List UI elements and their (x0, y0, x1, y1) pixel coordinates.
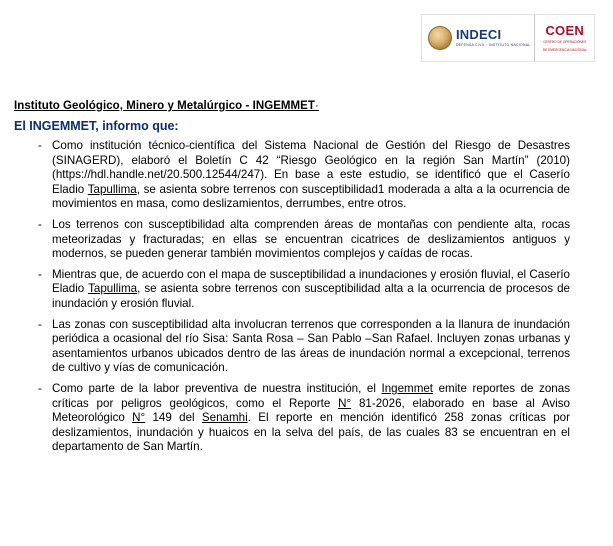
paragraph-text: . El reporte en mención identificó 258 zonas críticas por deslizamientos, inundación y huaicos en la selva del país, de las cuales 83 se encuentran en el departamento de San Martín. (52, 411, 570, 454)
coen-subtitle-line2: DE EMERGENCIA NACIONAL (542, 47, 587, 52)
organization-heading (14, 100, 570, 112)
paragraph-text: Como parte de la labor preventiva de nuestra institución, el (52, 381, 382, 395)
indeci-subtitle: DEFENSA CIVIL · INSTITUTO NACIONAL (456, 43, 531, 48)
list-item (14, 318, 570, 376)
paragraph-text: , se asienta sobre terrenos con susceptibilidad1 moderada a alta a la ocurrencia de movimientos en masa, como deslizamientos, derrumbes, entre otros. (52, 182, 570, 211)
list-item (14, 218, 570, 262)
list-item (14, 139, 570, 212)
emphasized-term: Senamhi (201, 411, 248, 425)
paragraph-text: 149 del (145, 411, 202, 425)
organization-heading-text: Instituto Geológico, Minero y Metalúrgico - INGEMMET (14, 100, 315, 112)
coen-subtitle-line1: CENTRO DE OPERACIONES (543, 40, 587, 45)
paragraph-text: 81-2026, elaborado en base al Aviso Meteorológico (52, 396, 570, 425)
indeci-logo-text (456, 28, 530, 47)
national-seal-icon (428, 26, 452, 50)
document-content (14, 100, 570, 461)
emphasized-term: Ingemmet (381, 381, 434, 395)
intro-line: El INGEMMET, informo que: (14, 119, 179, 133)
list-item (14, 268, 570, 312)
paragraph-text: Los terrenos con susceptibilidad alta comprenden áreas de montañas con pendiente alta, rocas meteorizadas y fracturadas; en ellas se encuentran cicatrices de deslizamientos antiguos y modernos, se pueden generar también movimientos complejos y caídas de rocas. (52, 217, 570, 261)
paragraph-text: Las zonas con susceptibilidad alta involucran terrenos que corresponden a la llanura de inundación periódica a ocasional del río Sisa: Santa Rosa – San Pablo –San Rafael. Incluyen zonas urbanas y asentamientos urbanos ubicados dentro de las áreas de inundación normal a excepcional, terrenos de cultivo y vías de comunicación. (52, 317, 570, 375)
emphasized-term: Tapullima (88, 282, 138, 296)
emphasized-term: Tapullima (87, 182, 137, 196)
coen-name: COEN (545, 23, 585, 39)
organization-heading-tail: · (314, 100, 319, 112)
institutional-logo-header (421, 14, 595, 62)
coen-logo (535, 15, 594, 61)
paragraph-text: , se asienta sobre terrenos con susceptibilidad alta a la ocurrencia de procesos de inundación y erosión fluvial. (52, 282, 570, 310)
indeci-logo (422, 15, 535, 61)
indeci-name: INDECI (456, 27, 502, 43)
paragraph-text: Mientras que, de acuerdo con el mapa de susceptibilidad a inundaciones y erosión fluvial, el Caserío Eladio (52, 267, 570, 296)
list-item (14, 382, 570, 455)
paragraph-text: emite reportes de zonas críticas por peligros geológicos, como el Reporte (52, 381, 570, 410)
emphasized-term: N° (338, 396, 352, 410)
statement-list (14, 139, 570, 455)
paragraph-text: Como institución técnico-científica del Sistema Nacional de Gestión del Riesgo de Desastres (SINAGERD), elaboró el Boletín C 42 “Riesgo Geológico en la región San Martín” (2010) (https://hdl.handle.net/20.500.12544/247). En base a este estudio, se identificó que el Caserío Eladio (52, 139, 570, 196)
emphasized-term: N° (132, 411, 146, 425)
